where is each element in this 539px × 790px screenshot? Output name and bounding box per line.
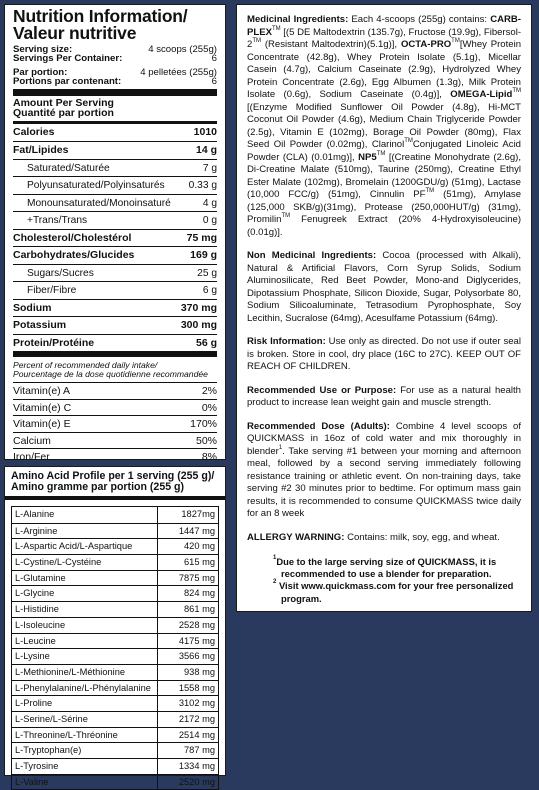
amino-title-fr: Amino gramme par portion (255 g) — [11, 481, 185, 493]
amino-name: L-Proline — [12, 696, 158, 711]
amino-row — [12, 711, 218, 727]
amino-value: 787 mg — [183, 745, 215, 756]
nutrient-value: 370 mg — [180, 301, 217, 314]
footnote-1-text: Due to the large serving size of QUICKMASS, it is recommended to use a blender for preparation. — [276, 556, 497, 580]
nutrient-rows — [13, 124, 217, 354]
tm-mark: TM — [512, 88, 521, 94]
nutrient-row — [13, 229, 217, 247]
nutrient-label: Polyunsaturated/Polyinsaturés — [27, 180, 165, 192]
amount-per-serving — [13, 96, 217, 124]
vitamin-label: Vitamin(e) E — [13, 418, 71, 431]
amino-name: L-Serine/L-Sérine — [12, 712, 158, 727]
allergy-label: ALLERGY WARNING: — [247, 531, 345, 543]
dose-text: Combine 4 level scoops of QUICKMASS in 16oz of cold water and mix thoroughly in blender — [247, 420, 522, 457]
nutrient-label: Fat/Lipides — [13, 144, 69, 157]
amino-value: 1558 mg — [178, 682, 215, 693]
nutrient-value: 4 g — [202, 197, 217, 209]
nutrient-row — [13, 159, 217, 177]
footnote-2-mark: 2 — [273, 579, 277, 586]
footnote-1-mark: 1 — [273, 555, 277, 561]
nutrient-label: Cholesterol/Cholestérol — [13, 231, 132, 244]
amino-value: 824 mg — [183, 588, 215, 599]
amino-name: L-Glycine — [12, 586, 158, 601]
amino-row — [12, 664, 218, 680]
amino-row — [12, 695, 218, 711]
nutrient-value: 0 g — [202, 215, 217, 227]
par-portion-value: 4 pelletées (255g) — [140, 66, 217, 78]
amino-title-en: Amino Acid Profile per 1 serving (255 g)/ — [11, 470, 215, 482]
nutrient-label: Carbohydrates/Glucides — [13, 249, 135, 262]
nutrient-value: 6 g — [202, 285, 217, 297]
carbplex-text-2: (Resistant Maltodextrin)(5.1g)], — [260, 39, 401, 50]
vitamin-value: 170% — [190, 418, 217, 431]
amino-name: L-Tryptophan(e) — [12, 743, 158, 758]
amino-row — [12, 727, 218, 743]
footnote-2-text: Visit www.quickmass.com for your free personalized program. — [276, 580, 514, 604]
amino-row — [12, 554, 218, 570]
portions-value: 6 — [211, 76, 217, 88]
vitamin-value: 0% — [201, 401, 217, 414]
nutrition-title-en: Nutrition Information/ — [13, 6, 188, 26]
amino-name: L-Glutamine — [12, 571, 158, 586]
np5-text-3: Fenugreek Extract (20% 4-Hydroxyisoleucine)(0.01g)]. — [247, 214, 521, 238]
amino-name: L-Valine — [12, 775, 158, 790]
carbplex-name: CARB-PLEX — [247, 14, 521, 38]
nutrient-row — [13, 316, 217, 334]
vitamin-row — [13, 415, 217, 432]
nutrient-value: 56 g — [195, 336, 217, 349]
use-text: For use as a natural health product to increase lean weight gain and muscle strength. — [247, 384, 521, 408]
amino-value: 615 mg — [183, 557, 215, 568]
nutrient-row — [13, 246, 217, 264]
amino-acid-panel — [4, 466, 226, 787]
vitamin-row — [13, 432, 217, 449]
amino-value: 1827mg — [181, 509, 215, 519]
tm-mark: TM — [376, 150, 386, 157]
amino-value: 938 mg — [183, 666, 215, 677]
amount-en: Amount Per Serving — [13, 96, 114, 109]
servings-label: Servings Per Container: — [13, 53, 123, 65]
amino-row — [12, 601, 218, 617]
nutrient-label: Monounsaturated/Monoinsaturé — [27, 197, 171, 209]
nutrient-value: 0.33 g — [188, 180, 217, 192]
nutrient-label: Protein/Protéine — [13, 336, 95, 349]
non-medicinal-ingredients — [247, 250, 521, 325]
nutrient-row — [13, 299, 217, 317]
amino-name: L-Histidine — [12, 602, 158, 617]
octapro-text: [Whey Protein Concentrate (42.8g), Whey Protein Isolate (5.1g), Micellar Casein (4.7g), Calcium Caseinate (2.9g), Hydrolyzed Whey Protein Concentrate (2.6g), Egg Albumen (1.3g), Milk Protein Isolate (0.6g), Sodium Caseinate (0.4g)], — [247, 39, 522, 100]
amino-table — [11, 506, 219, 790]
amino-value: 3566 mg — [178, 651, 215, 662]
vitamin-value: 8% — [201, 451, 217, 464]
footnote-1 — [247, 556, 521, 580]
serving-size-label: Serving size: — [13, 44, 73, 55]
nutrient-label: +Trans/Trans — [27, 215, 88, 227]
serving-size-value: 4 scoops (255g) — [148, 44, 217, 55]
amino-name: L-Isoleucine — [12, 618, 158, 633]
nutrient-row — [13, 264, 217, 282]
amino-row — [12, 774, 218, 790]
non-medicinal-label: Non Medicinal Ingredients: — [247, 250, 377, 261]
tm-mark: TM — [404, 138, 413, 144]
nutrient-value: 14 g — [195, 144, 217, 157]
nutrient-row — [13, 124, 217, 142]
percent-daily-note — [13, 354, 217, 382]
nutrient-row — [13, 176, 217, 194]
portions-label: Portions par contenant: — [13, 76, 122, 88]
allergy-text: Contains: milk, soy, egg, and wheat. — [344, 531, 500, 543]
footnote-2 — [247, 580, 521, 604]
percent-note-en: Percent of recommended daily intake/ — [13, 359, 158, 370]
vitamin-value: 2% — [201, 385, 217, 398]
amino-name: L-Phenylalanine/L-Phénylalanine — [12, 681, 158, 696]
tm-mark: TM — [281, 213, 291, 219]
risk-information — [247, 336, 521, 374]
amino-value: 1447 mg — [178, 525, 215, 536]
dose-footnote-mark: 1 — [278, 444, 283, 451]
medicinal-label: Medicinal Ingredients: — [247, 14, 349, 25]
amino-value: 2514 mg — [178, 729, 215, 740]
nutrient-value: 1010 — [193, 125, 217, 138]
octapro-name: OCTA-PRO — [400, 39, 452, 50]
amino-value: 2520 mg — [178, 776, 215, 787]
amino-row — [12, 617, 218, 633]
amino-name: L-Leucine — [12, 634, 158, 649]
amino-value: 2172 mg — [178, 713, 215, 724]
allergy-warning — [247, 532, 521, 545]
amino-name: L-Alanine — [12, 507, 158, 523]
amino-value: 2528 mg — [178, 619, 215, 630]
vitamin-row — [13, 448, 217, 465]
vitamin-label: Vitamin(e) A — [13, 385, 70, 398]
use-label: Recommended Use or Purpose: — [247, 384, 397, 396]
recommended-dose — [247, 421, 521, 521]
vitamin-row — [13, 382, 217, 399]
tm-mark: TM — [451, 38, 460, 44]
vitamin-row — [13, 399, 217, 416]
amino-row — [12, 648, 218, 664]
amino-title — [5, 471, 225, 500]
serving-info — [13, 45, 217, 96]
nutrition-facts-panel — [4, 4, 226, 464]
medicinal-intro: Each 4-scoops (255g) contains: — [348, 14, 491, 25]
nutrient-value: 7 g — [202, 162, 217, 174]
nutrient-label: Fiber/Fibre — [27, 285, 77, 297]
omega-name: OMEGA-Lipid — [450, 89, 513, 100]
nutrient-row — [13, 141, 217, 159]
amino-name: L-Methionine/L-Méthionine — [12, 665, 158, 680]
tm-mark: TM — [271, 25, 281, 32]
tm-mark: TM — [252, 38, 261, 44]
vitamin-label: Vitamin(e) C — [13, 401, 72, 414]
dose-text-2: . Take serving #1 between your morning and afternoon meal, followed by a second serving immediately following resistance training or athletic event. On non-training days, take serving #2 30 minutes prior to bedtime. For optimum mass gain results, it is recommended to consume QUICKMASS twice daily for an 8 week — [247, 445, 521, 519]
nutrient-row — [13, 334, 217, 354]
amino-value: 4175 mg — [178, 635, 215, 646]
amino-name: L-Tyrosine — [12, 759, 158, 774]
amount-fr: Quantité par portion — [13, 107, 114, 120]
vitamin-rows — [13, 382, 217, 465]
nutrient-row — [13, 194, 217, 212]
omega-text-2: Conjugated Linoleic Acid Powder (CLA) (0.01mg)], — [247, 139, 521, 163]
amino-value: 1334 mg — [178, 761, 215, 771]
percent-note-fr: Pourcentage de la dose quotidienne recommandée — [13, 368, 208, 379]
non-medicinal-text: Cocoa (processed with Alkali), Natural & Artificial Flavors, Corn Syrup Solids, Sodium Aluminosilicate, Red Beet Powder, Mono-and Diglycerides, Dipotassium Phosphate, Silicon Dioxide, Sugar, Polysorbate 80, Sodium Silicoaluminate, Tetrasodium Pyrophosphate, Soy Lecithin, Sucralose (64mg), Acesulfame Potassium (64mg). — [247, 250, 521, 324]
amino-name: L-Threonine/L-Thréonine — [12, 728, 158, 743]
vitamin-label: Calcium — [13, 434, 51, 447]
nutrient-value: 300 mg — [180, 319, 217, 332]
dose-label: Recommended Dose (Adults): — [247, 420, 390, 432]
nutrient-row — [13, 211, 217, 229]
ingredients-panel — [236, 4, 532, 612]
nutrient-value: 169 g — [190, 249, 217, 262]
amino-row — [12, 742, 218, 758]
amino-row — [12, 538, 218, 554]
np5-name: NP5 — [358, 151, 377, 163]
nutrient-label: Potassium — [13, 319, 67, 332]
amino-value: 861 mg — [183, 604, 215, 615]
carbplex-text: [(5 DE Maltodextrin (135.7g), Fructose (19.9g), Fibersol-2 — [247, 26, 521, 50]
servings-value: 6 — [211, 53, 217, 65]
amino-value: 420 mg — [183, 541, 215, 552]
nutrient-label: Sodium — [13, 301, 52, 314]
np5-text-2: (51mg), Amylase (125,000 SKB/g)(31mg), Protease (250,000HUT/g) (31mg), Promilin — [247, 189, 522, 225]
nutrient-label: Calories — [13, 125, 55, 138]
amino-name: L-Lysine — [12, 649, 158, 664]
risk-label: Risk Information: — [247, 336, 326, 347]
np5-text: [(Creatine Monohydrate (2.6g), Di-Creatine Malate (510mg), Taurine (250mg), Creatine Ethyl Ester Malate (102mg), Bromelain (1200GDU/g) (51mg), Lactase (10,000 FCC/g) (51mg), Cinnulin PF — [247, 151, 521, 200]
amino-row — [12, 758, 218, 774]
amino-row — [12, 680, 218, 696]
par-portion-label: Par portion: — [13, 66, 68, 78]
amino-value: 3102 mg — [178, 698, 215, 709]
recommended-use — [247, 385, 521, 410]
amino-value: 7875 mg — [178, 572, 215, 583]
amino-row — [12, 633, 218, 649]
amino-row — [12, 585, 218, 601]
amino-row — [12, 570, 218, 586]
nutrient-row — [13, 281, 217, 299]
nutrition-title-fr: Valeur nutritive — [13, 23, 137, 43]
amino-name: L-Arginine — [12, 524, 158, 539]
nutrient-value: 25 g — [197, 267, 217, 279]
risk-text: Use only as directed. Do not use if outer seal is broken. Store in cool, dry place (16C to 27C). KEEP OUT OF REACH OF CHILDREN. — [247, 336, 521, 372]
amino-row — [12, 507, 218, 523]
nutrient-value: 75 mg — [186, 231, 217, 244]
amino-row — [12, 523, 218, 539]
medicinal-ingredients — [247, 14, 521, 239]
omega-text: [(Enzyme Modified Sunflower Oil Powder (4.8g), Hi-MCT Coconut Oil Powder (4.6g), Medium Chain Triglyceride Powder (2.5g), Vitamin E (102mg), Borage Oil Powder (80mg), Flax Seed Oil Powder (0.02mg), Clarinol — [247, 101, 521, 150]
amino-name: L-Aspartic Acid/L-Aspartique — [12, 539, 158, 554]
amino-name: L-Cystine/L-Cystéine — [12, 555, 158, 570]
tm-mark: TM — [425, 188, 435, 194]
nutrient-label: Saturated/Saturée — [27, 162, 110, 174]
vitamin-value: 50% — [195, 434, 217, 447]
nutrient-label: Sugars/Sucres — [27, 267, 94, 279]
vitamin-label: Iron/Fer — [13, 451, 50, 464]
